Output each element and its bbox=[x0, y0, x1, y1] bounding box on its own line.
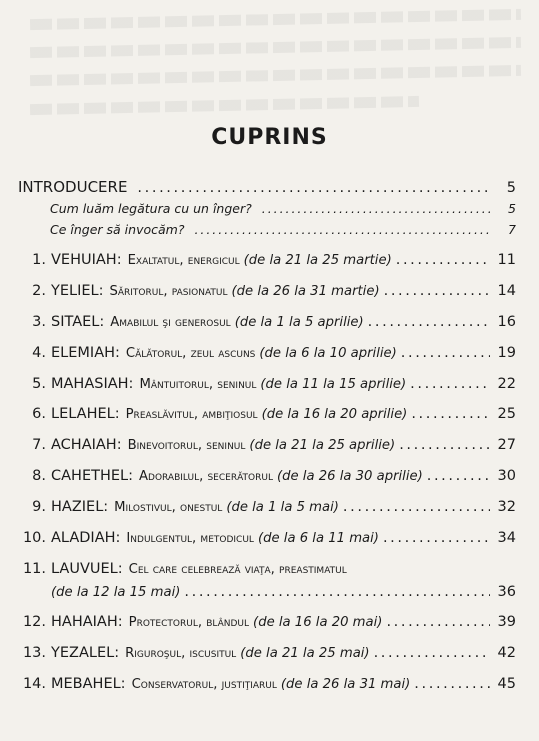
angel-description: Preaslăvitul, ambiţiosul bbox=[125, 407, 258, 422]
angel-name: MAHASIAH: bbox=[51, 376, 134, 392]
toc-entry bbox=[18, 561, 516, 577]
angel-description: Milostivul, onestul bbox=[114, 500, 223, 515]
page-number: 42 bbox=[497, 645, 516, 661]
leader-dots bbox=[401, 345, 490, 361]
angel-dates: (de la 1 la 5 mai) bbox=[226, 500, 339, 515]
toc-entry bbox=[18, 406, 516, 422]
angel-dates: (de la 21 la 25 martie) bbox=[243, 253, 392, 268]
angel-dates: (de la 26 la 31 mai) bbox=[280, 677, 411, 692]
toc-entry bbox=[18, 499, 516, 515]
entry-number: 12. bbox=[22, 614, 46, 630]
leader-dots bbox=[137, 180, 490, 196]
toc-entry bbox=[18, 437, 516, 453]
toc-entry bbox=[18, 645, 516, 661]
angel-description: Indulgentul, metodicul bbox=[126, 531, 254, 546]
entry-number: 2. bbox=[32, 283, 46, 299]
angel-name: ACHAIAH: bbox=[51, 437, 122, 453]
leader-dots bbox=[262, 201, 490, 216]
angel-dates: (de la 26 la 30 aprilie) bbox=[276, 469, 423, 484]
angel-name: LAUVUEL: bbox=[51, 561, 123, 577]
toc-introduction bbox=[18, 178, 516, 196]
entry-number: 7. bbox=[32, 437, 46, 453]
angel-dates: (de la 11 la 15 aprilie) bbox=[260, 377, 407, 392]
page-number: 25 bbox=[497, 406, 516, 422]
page-number: 5 bbox=[506, 180, 516, 196]
entry-number: 5. bbox=[32, 376, 46, 392]
angel-name: YEZALEL: bbox=[51, 645, 120, 661]
leader-dots bbox=[184, 584, 490, 600]
entry-number: 4. bbox=[32, 345, 46, 361]
toc-entry-continuation bbox=[51, 584, 516, 600]
angel-name: HAZIEL: bbox=[51, 499, 109, 515]
angel-description: Riguroşul, iscusitul bbox=[125, 646, 237, 661]
toc-entry bbox=[18, 468, 516, 484]
angel-dates: (de la 16 la 20 mai) bbox=[253, 615, 383, 630]
leader-dots bbox=[383, 530, 490, 546]
leader-dots bbox=[396, 252, 490, 268]
toc-entry bbox=[18, 283, 516, 299]
angel-dates: (de la 6 la 11 mai) bbox=[257, 531, 379, 546]
angel-dates: (de la 1 la 5 aprilie) bbox=[234, 315, 364, 330]
page-number: 22 bbox=[497, 376, 516, 392]
angel-description: Binevoitorul, seninul bbox=[127, 438, 246, 453]
angel-dates: (de la 16 la 20 aprilie) bbox=[261, 407, 408, 422]
leader-dots bbox=[194, 222, 490, 237]
page-title: CUPRINS bbox=[211, 125, 328, 150]
angel-description: Călătorul, zeul ascuns bbox=[125, 346, 256, 361]
entry-number: 1. bbox=[32, 252, 46, 268]
angel-name: LELAHEL: bbox=[51, 406, 120, 422]
toc-label: INTRODUCERE bbox=[18, 178, 128, 196]
leader-dots bbox=[384, 283, 490, 299]
angel-dates: (de la 12 la 15 mai) bbox=[51, 585, 181, 600]
entry-number: 3. bbox=[32, 314, 46, 330]
entry-number: 11. bbox=[22, 561, 46, 577]
angel-name: SITAEL: bbox=[51, 314, 105, 330]
entry-number: 10. bbox=[22, 530, 46, 546]
page-number: 32 bbox=[497, 499, 516, 515]
angel-name: HAHAIAH: bbox=[51, 614, 123, 630]
leader-dots bbox=[386, 614, 490, 630]
toc-label: Cum luăm legătura cu un înger? bbox=[50, 201, 252, 216]
toc-entry bbox=[18, 314, 516, 330]
angel-name: ALADIAH: bbox=[51, 530, 121, 546]
angel-description: Amabilul şi generosul bbox=[110, 315, 231, 330]
page-number: 19 bbox=[497, 345, 516, 361]
leader-dots bbox=[411, 406, 490, 422]
angel-dates: (de la 21 la 25 aprilie) bbox=[249, 438, 396, 453]
page-number: 11 bbox=[497, 252, 516, 268]
page-number: 5 bbox=[508, 201, 516, 216]
angel-dates: (de la 6 la 10 aprilie) bbox=[259, 346, 397, 361]
toc-entry bbox=[18, 614, 516, 630]
angel-name: ELEMIAH: bbox=[51, 345, 120, 361]
leader-dots bbox=[374, 645, 490, 661]
leader-dots bbox=[427, 468, 490, 484]
toc-subsection bbox=[18, 222, 516, 237]
angel-description: Săritorul, pasionatul bbox=[109, 284, 228, 299]
angel-dates: (de la 21 la 25 mai) bbox=[240, 646, 370, 661]
angel-name: MEBAHEL: bbox=[51, 676, 126, 692]
angel-description: Cel care celebrează viaţa, preastimatul bbox=[128, 562, 347, 577]
entry-number: 6. bbox=[32, 406, 46, 422]
angel-name: VEHUIAH: bbox=[51, 252, 122, 268]
page-number: 30 bbox=[497, 468, 516, 484]
page-number: 27 bbox=[497, 437, 516, 453]
toc-entry bbox=[18, 530, 516, 546]
leader-dots bbox=[399, 437, 490, 453]
entry-number: 8. bbox=[32, 468, 46, 484]
angel-description: Adorabilul, secerătorul bbox=[139, 469, 273, 484]
toc-subsection bbox=[18, 201, 516, 216]
angel-description: Protectorul, blândul bbox=[128, 615, 250, 630]
angel-description: Conservatorul, justiţiarul bbox=[131, 677, 277, 692]
page-number: 36 bbox=[497, 584, 516, 600]
toc-entry bbox=[18, 676, 516, 692]
entry-number: 9. bbox=[32, 499, 46, 515]
page-number: 45 bbox=[497, 676, 516, 692]
leader-dots bbox=[410, 376, 490, 392]
entry-number: 14. bbox=[22, 676, 46, 692]
page-number: 39 bbox=[497, 614, 516, 630]
angel-description: Mântuitorul, seninul bbox=[139, 377, 257, 392]
toc-label: Ce înger să invocăm? bbox=[50, 222, 185, 237]
angel-name: YELIEL: bbox=[51, 283, 104, 299]
toc-entry bbox=[18, 345, 516, 361]
page-number: 34 bbox=[497, 530, 516, 546]
toc-entry bbox=[18, 252, 516, 268]
page-number: 7 bbox=[508, 222, 516, 237]
page-number: 16 bbox=[497, 314, 516, 330]
angel-name: CAHETHEL: bbox=[51, 468, 133, 484]
entry-number: 13. bbox=[22, 645, 46, 661]
leader-dots bbox=[414, 676, 490, 692]
leader-dots bbox=[343, 499, 490, 515]
leader-dots bbox=[368, 314, 490, 330]
page-number: 14 bbox=[497, 283, 516, 299]
angel-dates: (de la 26 la 31 martie) bbox=[231, 284, 380, 299]
toc-entry bbox=[18, 376, 516, 392]
angel-description: Exaltatul, energicul bbox=[127, 253, 240, 268]
